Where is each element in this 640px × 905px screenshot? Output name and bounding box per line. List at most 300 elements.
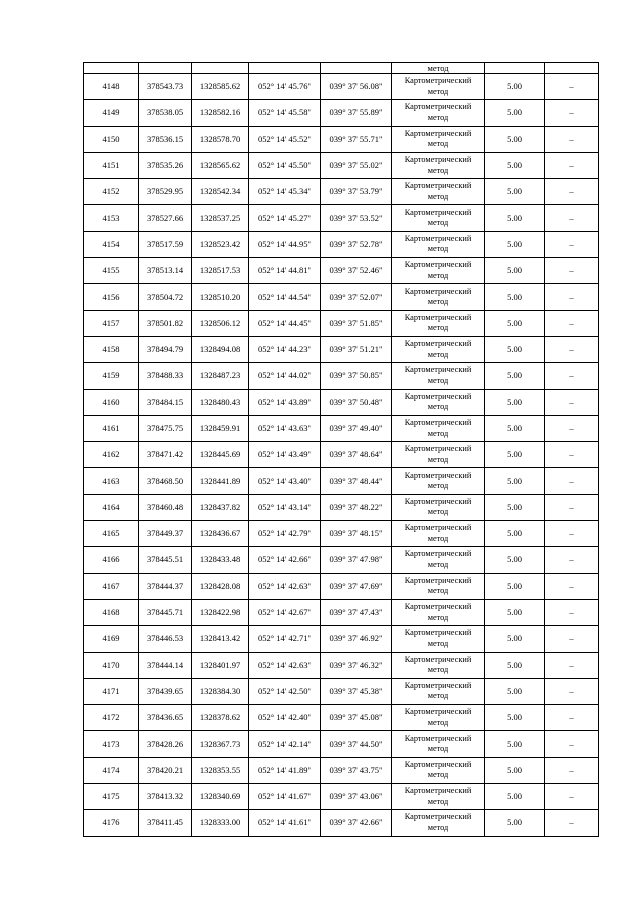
cell-method xyxy=(392,705,485,731)
cell-accuracy: 5.00 xyxy=(485,179,545,205)
cell-x-coordinate: 378536.15 xyxy=(139,126,192,152)
method-line-1: Картометрический xyxy=(404,707,472,717)
cell-accuracy: 5.00 xyxy=(485,231,545,257)
cell-y-coordinate: 1328487.23 xyxy=(192,363,249,389)
cell-y-coordinate: 1328401.97 xyxy=(192,652,249,678)
cell-latitude: 052° 14' 45.52" xyxy=(249,126,321,152)
cell-point-number: 4156 xyxy=(84,284,139,310)
method-line-1: Картометрический xyxy=(404,759,472,769)
method-line-2: метод xyxy=(427,191,449,201)
cell-empty xyxy=(139,63,192,74)
method-line-1: Картометрический xyxy=(404,128,472,138)
cell-point-number: 4169 xyxy=(84,626,139,652)
cell-description: – xyxy=(545,126,599,152)
method-line-1: Картометрический xyxy=(404,339,472,349)
method-line-1: Картометрический xyxy=(404,602,472,612)
table-row xyxy=(84,547,599,573)
cell-method xyxy=(392,573,485,599)
cell-method xyxy=(392,468,485,494)
cell-y-coordinate: 1328542.34 xyxy=(192,179,249,205)
cell-point-number: 4162 xyxy=(84,442,139,468)
cell-method-continuation: метод xyxy=(392,63,485,74)
cell-y-coordinate: 1328517.53 xyxy=(192,258,249,284)
cell-empty xyxy=(249,63,321,74)
method-line-2: метод xyxy=(427,86,449,96)
cell-y-coordinate: 1328480.43 xyxy=(192,389,249,415)
cell-longitude: 039° 37' 43.06" xyxy=(321,784,392,810)
cell-y-coordinate: 1328428.08 xyxy=(192,573,249,599)
cell-point-number: 4175 xyxy=(84,784,139,810)
cell-x-coordinate: 378488.33 xyxy=(139,363,192,389)
cell-x-coordinate: 378436.65 xyxy=(139,705,192,731)
cell-method xyxy=(392,231,485,257)
cell-y-coordinate: 1328340.69 xyxy=(192,784,249,810)
method-line-2: метод xyxy=(427,323,449,333)
cell-accuracy: 5.00 xyxy=(485,442,545,468)
cell-description: – xyxy=(545,652,599,678)
method-line-1: Картометрический xyxy=(404,575,472,585)
cell-x-coordinate: 378538.05 xyxy=(139,100,192,126)
cell-point-number: 4155 xyxy=(84,258,139,284)
cell-description: – xyxy=(545,757,599,783)
cell-x-coordinate: 378446.53 xyxy=(139,626,192,652)
cell-y-coordinate: 1328506.12 xyxy=(192,310,249,336)
cell-longitude: 039° 37' 47.69" xyxy=(321,573,392,599)
cell-x-coordinate: 378501.82 xyxy=(139,310,192,336)
cell-description: – xyxy=(545,231,599,257)
method-line-1: Картометрический xyxy=(404,365,472,375)
cell-description: – xyxy=(545,626,599,652)
cell-method xyxy=(392,152,485,178)
cell-method xyxy=(392,179,485,205)
cell-longitude: 039° 37' 56.08" xyxy=(321,74,392,100)
table-row xyxy=(84,100,599,126)
cell-description: – xyxy=(545,258,599,284)
method-line-1: Картометрический xyxy=(404,207,472,217)
method-line-2: метод xyxy=(427,691,449,701)
cell-accuracy: 5.00 xyxy=(485,126,545,152)
cell-method xyxy=(392,757,485,783)
cell-description: – xyxy=(545,152,599,178)
cell-x-coordinate: 378468.50 xyxy=(139,468,192,494)
cell-x-coordinate: 378460.48 xyxy=(139,494,192,520)
cell-longitude: 039° 37' 49.40" xyxy=(321,415,392,441)
cell-y-coordinate: 1328459.91 xyxy=(192,415,249,441)
cell-y-coordinate: 1328333.00 xyxy=(192,810,249,836)
cell-description: – xyxy=(545,179,599,205)
method-line-2: метод xyxy=(427,586,449,596)
cell-x-coordinate: 378484.15 xyxy=(139,389,192,415)
method-line-1: Картометрический xyxy=(404,444,472,454)
table-row xyxy=(84,599,599,625)
cell-accuracy: 5.00 xyxy=(485,415,545,441)
cell-y-coordinate: 1328367.73 xyxy=(192,731,249,757)
cell-point-number: 4167 xyxy=(84,573,139,599)
cell-description: – xyxy=(545,389,599,415)
cell-point-number: 4171 xyxy=(84,678,139,704)
table-row xyxy=(84,363,599,389)
cell-point-number: 4161 xyxy=(84,415,139,441)
table-row xyxy=(84,258,599,284)
cell-point-number: 4163 xyxy=(84,468,139,494)
cell-longitude: 039° 37' 55.02" xyxy=(321,152,392,178)
cell-latitude: 052° 14' 44.23" xyxy=(249,336,321,362)
method-line-2: метод xyxy=(427,165,449,175)
cell-latitude: 052° 14' 42.79" xyxy=(249,521,321,547)
cell-accuracy: 5.00 xyxy=(485,100,545,126)
table-row xyxy=(84,284,599,310)
cell-method xyxy=(392,547,485,573)
table-row xyxy=(84,626,599,652)
cell-point-number: 4172 xyxy=(84,705,139,731)
method-line-1: Картометрический xyxy=(404,523,472,533)
cell-method xyxy=(392,100,485,126)
method-line-1: Картометрический xyxy=(404,391,472,401)
cell-point-number: 4148 xyxy=(84,74,139,100)
table-body xyxy=(84,63,599,837)
cell-accuracy: 5.00 xyxy=(485,152,545,178)
method-line-2: метод xyxy=(427,612,449,622)
table-row xyxy=(84,521,599,547)
cell-accuracy: 5.00 xyxy=(485,547,545,573)
cell-point-number: 4164 xyxy=(84,494,139,520)
cell-longitude: 039° 37' 51.85" xyxy=(321,310,392,336)
cell-description: – xyxy=(545,442,599,468)
method-line-1: Картометрический xyxy=(404,680,472,690)
cell-y-coordinate: 1328537.25 xyxy=(192,205,249,231)
cell-longitude: 039° 37' 44.50" xyxy=(321,731,392,757)
cell-accuracy: 5.00 xyxy=(485,389,545,415)
cell-point-number: 4150 xyxy=(84,126,139,152)
cell-x-coordinate: 378445.71 xyxy=(139,599,192,625)
cell-accuracy: 5.00 xyxy=(485,599,545,625)
method-line-1: Картометрический xyxy=(404,312,472,322)
document-page xyxy=(83,62,598,837)
cell-x-coordinate: 378527.66 xyxy=(139,205,192,231)
method-line-2: метод xyxy=(427,559,449,569)
cell-x-coordinate: 378543.73 xyxy=(139,74,192,100)
method-line-2: метод xyxy=(427,139,449,149)
cell-y-coordinate: 1328494.08 xyxy=(192,336,249,362)
method-line-1: Картометрический xyxy=(404,260,472,270)
cell-description: – xyxy=(545,599,599,625)
method-line-1: Картометрический xyxy=(404,470,472,480)
cell-longitude: 039° 37' 51.21" xyxy=(321,336,392,362)
cell-longitude: 039° 37' 52.78" xyxy=(321,231,392,257)
cell-latitude: 052° 14' 42.66" xyxy=(249,547,321,573)
cell-point-number: 4166 xyxy=(84,547,139,573)
method-line-1: Картометрический xyxy=(404,786,472,796)
continuation-row xyxy=(84,63,599,74)
cell-latitude: 052° 14' 42.50" xyxy=(249,678,321,704)
cell-point-number: 4154 xyxy=(84,231,139,257)
cell-latitude: 052° 14' 44.54" xyxy=(249,284,321,310)
cell-accuracy: 5.00 xyxy=(485,468,545,494)
method-line-1: Картометрический xyxy=(404,181,472,191)
table-row xyxy=(84,731,599,757)
cell-accuracy: 5.00 xyxy=(485,678,545,704)
cell-y-coordinate: 1328585.62 xyxy=(192,74,249,100)
cell-method xyxy=(392,205,485,231)
method-line-1: Картометрический xyxy=(404,418,472,427)
cell-method xyxy=(392,126,485,152)
cell-longitude: 039° 37' 48.44" xyxy=(321,468,392,494)
cell-description: – xyxy=(545,705,599,731)
cell-y-coordinate: 1328353.55 xyxy=(192,757,249,783)
cell-method xyxy=(392,599,485,625)
cell-empty xyxy=(192,63,249,74)
cell-x-coordinate: 378494.79 xyxy=(139,336,192,362)
table-row xyxy=(84,705,599,731)
table-row xyxy=(84,652,599,678)
cell-longitude: 039° 37' 47.98" xyxy=(321,547,392,573)
cell-empty xyxy=(321,63,392,74)
cell-latitude: 052° 14' 43.49" xyxy=(249,442,321,468)
cell-latitude: 052° 14' 42.63" xyxy=(249,573,321,599)
table-row xyxy=(84,74,599,100)
cell-longitude: 039° 37' 53.79" xyxy=(321,179,392,205)
method-line-1: Картометрический xyxy=(404,733,472,743)
cell-accuracy: 5.00 xyxy=(485,74,545,100)
table-row xyxy=(84,310,599,336)
cell-y-coordinate: 1328565.62 xyxy=(192,152,249,178)
cell-latitude: 052° 14' 41.61" xyxy=(249,810,321,836)
cell-method xyxy=(392,626,485,652)
method-line-1: Картометрический xyxy=(404,76,472,86)
cell-accuracy: 5.00 xyxy=(485,731,545,757)
cell-longitude: 039° 37' 47.43" xyxy=(321,599,392,625)
cell-y-coordinate: 1328413.42 xyxy=(192,626,249,652)
cell-point-number: 4168 xyxy=(84,599,139,625)
cell-latitude: 052° 14' 43.89" xyxy=(249,389,321,415)
cell-point-number: 4174 xyxy=(84,757,139,783)
cell-x-coordinate: 378535.26 xyxy=(139,152,192,178)
cell-description: – xyxy=(545,284,599,310)
cell-y-coordinate: 1328378.62 xyxy=(192,705,249,731)
cell-method xyxy=(392,389,485,415)
table-row xyxy=(84,126,599,152)
cell-point-number: 4153 xyxy=(84,205,139,231)
cell-latitude: 052° 14' 45.34" xyxy=(249,179,321,205)
cell-description: – xyxy=(545,784,599,810)
cell-longitude: 039° 37' 46.92" xyxy=(321,626,392,652)
cell-longitude: 039° 37' 52.46" xyxy=(321,258,392,284)
method-line-2: метод xyxy=(427,402,449,412)
cell-point-number: 4152 xyxy=(84,179,139,205)
cell-method xyxy=(392,415,485,441)
method-line-1: Картометрический xyxy=(404,496,472,506)
method-line-2: метод xyxy=(427,533,449,543)
cell-latitude: 052° 14' 45.50" xyxy=(249,152,321,178)
cell-method xyxy=(392,336,485,362)
cell-accuracy: 5.00 xyxy=(485,494,545,520)
cell-description: – xyxy=(545,100,599,126)
cell-x-coordinate: 378420.21 xyxy=(139,757,192,783)
cell-y-coordinate: 1328582.16 xyxy=(192,100,249,126)
cell-longitude: 039° 37' 52.07" xyxy=(321,284,392,310)
method-line-2: метод xyxy=(427,507,449,517)
cell-description: – xyxy=(545,494,599,520)
method-line-2: метод xyxy=(427,717,449,727)
cell-accuracy: 5.00 xyxy=(485,652,545,678)
cell-x-coordinate: 378411.45 xyxy=(139,810,192,836)
cell-point-number: 4158 xyxy=(84,336,139,362)
method-line-2: метод xyxy=(427,112,449,122)
cell-description: – xyxy=(545,468,599,494)
cell-y-coordinate: 1328436.67 xyxy=(192,521,249,547)
cell-method xyxy=(392,652,485,678)
cell-point-number: 4173 xyxy=(84,731,139,757)
cell-x-coordinate: 378428.26 xyxy=(139,731,192,757)
table-row xyxy=(84,494,599,520)
cell-description: – xyxy=(545,363,599,389)
table-row xyxy=(84,757,599,783)
method-line-1: Картометрический xyxy=(404,102,472,112)
table-row xyxy=(84,336,599,362)
table-row xyxy=(84,179,599,205)
cell-longitude: 039° 37' 45.38" xyxy=(321,678,392,704)
method-line-2: метод xyxy=(427,744,449,754)
method-line-2: метод xyxy=(427,822,449,832)
cell-y-coordinate: 1328578.70 xyxy=(192,126,249,152)
method-line-2: метод xyxy=(427,638,449,648)
cell-method xyxy=(392,363,485,389)
cell-latitude: 052° 14' 41.67" xyxy=(249,784,321,810)
cell-method xyxy=(392,521,485,547)
method-line-2: метод xyxy=(427,349,449,359)
cell-y-coordinate: 1328384.30 xyxy=(192,678,249,704)
cell-latitude: 052° 14' 44.45" xyxy=(249,310,321,336)
cell-description: – xyxy=(545,810,599,836)
cell-accuracy: 5.00 xyxy=(485,573,545,599)
cell-latitude: 052° 14' 45.27" xyxy=(249,205,321,231)
cell-method xyxy=(392,678,485,704)
cell-latitude: 052° 14' 41.89" xyxy=(249,757,321,783)
cell-longitude: 039° 37' 55.71" xyxy=(321,126,392,152)
method-line-2: метод xyxy=(427,244,449,254)
cell-longitude: 039° 37' 53.52" xyxy=(321,205,392,231)
method-line-2: метод xyxy=(427,665,449,675)
cell-point-number: 4165 xyxy=(84,521,139,547)
cell-method xyxy=(392,284,485,310)
cell-x-coordinate: 378475.75 xyxy=(139,415,192,441)
method-line-1: Картометрический xyxy=(404,286,472,296)
cell-point-number: 4157 xyxy=(84,310,139,336)
cell-latitude: 052° 14' 44.02" xyxy=(249,363,321,389)
cell-latitude: 052° 14' 43.63" xyxy=(249,415,321,441)
cell-empty xyxy=(545,63,599,74)
cell-accuracy: 5.00 xyxy=(485,705,545,731)
table-row xyxy=(84,573,599,599)
cell-x-coordinate: 378444.14 xyxy=(139,652,192,678)
cell-description: – xyxy=(545,573,599,599)
cell-point-number: 4159 xyxy=(84,363,139,389)
table-row xyxy=(84,152,599,178)
method-line-1: Картометрический xyxy=(404,549,472,559)
cell-description: – xyxy=(545,521,599,547)
cell-latitude: 052° 14' 42.67" xyxy=(249,599,321,625)
cell-method xyxy=(392,494,485,520)
cell-description: – xyxy=(545,74,599,100)
cell-point-number: 4170 xyxy=(84,652,139,678)
cell-latitude: 052° 14' 44.81" xyxy=(249,258,321,284)
cell-description: – xyxy=(545,731,599,757)
table-row xyxy=(84,205,599,231)
cell-longitude: 039° 37' 45.08" xyxy=(321,705,392,731)
cell-accuracy: 5.00 xyxy=(485,258,545,284)
cell-method xyxy=(392,258,485,284)
cell-y-coordinate: 1328510.20 xyxy=(192,284,249,310)
table-row xyxy=(84,231,599,257)
cell-method xyxy=(392,810,485,836)
cell-x-coordinate: 378517.59 xyxy=(139,231,192,257)
cell-x-coordinate: 378504.72 xyxy=(139,284,192,310)
cell-accuracy: 5.00 xyxy=(485,810,545,836)
method-line-2: метод xyxy=(427,770,449,780)
cell-description: – xyxy=(545,310,599,336)
cell-longitude: 039° 37' 42.66" xyxy=(321,810,392,836)
cell-x-coordinate: 378529.95 xyxy=(139,179,192,205)
method-line-2: метод xyxy=(427,428,449,438)
cell-latitude: 052° 14' 45.76" xyxy=(249,74,321,100)
cell-point-number: 4176 xyxy=(84,810,139,836)
cell-method xyxy=(392,731,485,757)
cell-latitude: 052° 14' 45.58" xyxy=(249,100,321,126)
cell-longitude: 039° 37' 48.22" xyxy=(321,494,392,520)
cell-method xyxy=(392,310,485,336)
cell-y-coordinate: 1328433.48 xyxy=(192,547,249,573)
cell-accuracy: 5.00 xyxy=(485,784,545,810)
cell-y-coordinate: 1328441.89 xyxy=(192,468,249,494)
cell-point-number: 4149 xyxy=(84,100,139,126)
cell-empty xyxy=(485,63,545,74)
method-line-1: Картометрический xyxy=(404,155,472,165)
cell-x-coordinate: 378413.32 xyxy=(139,784,192,810)
method-line-2: метод xyxy=(427,375,449,385)
cell-x-coordinate: 378513.14 xyxy=(139,258,192,284)
cell-accuracy: 5.00 xyxy=(485,310,545,336)
cell-latitude: 052° 14' 44.95" xyxy=(249,231,321,257)
cell-latitude: 052° 14' 42.40" xyxy=(249,705,321,731)
cell-latitude: 052° 14' 42.14" xyxy=(249,731,321,757)
table-row xyxy=(84,468,599,494)
cell-x-coordinate: 378444.37 xyxy=(139,573,192,599)
coordinates-table xyxy=(83,62,599,837)
method-line-1: Картометрический xyxy=(404,812,472,822)
cell-x-coordinate: 378439.65 xyxy=(139,678,192,704)
method-line-1: Картометрический xyxy=(404,233,472,243)
cell-empty xyxy=(84,63,139,74)
cell-y-coordinate: 1328523.42 xyxy=(192,231,249,257)
table-row xyxy=(84,442,599,468)
cell-y-coordinate: 1328445.69 xyxy=(192,442,249,468)
table-row xyxy=(84,415,599,441)
cell-method xyxy=(392,74,485,100)
table-row xyxy=(84,784,599,810)
method-line-1: Картометрический xyxy=(404,654,472,664)
cell-point-number: 4160 xyxy=(84,389,139,415)
cell-method xyxy=(392,784,485,810)
method-line-2: метод xyxy=(427,796,449,806)
cell-accuracy: 5.00 xyxy=(485,284,545,310)
cell-accuracy: 5.00 xyxy=(485,521,545,547)
cell-latitude: 052° 14' 43.40" xyxy=(249,468,321,494)
cell-x-coordinate: 378449.37 xyxy=(139,521,192,547)
cell-longitude: 039° 37' 50.85" xyxy=(321,363,392,389)
cell-description: – xyxy=(545,205,599,231)
cell-longitude: 039° 37' 50.48" xyxy=(321,389,392,415)
cell-accuracy: 5.00 xyxy=(485,626,545,652)
